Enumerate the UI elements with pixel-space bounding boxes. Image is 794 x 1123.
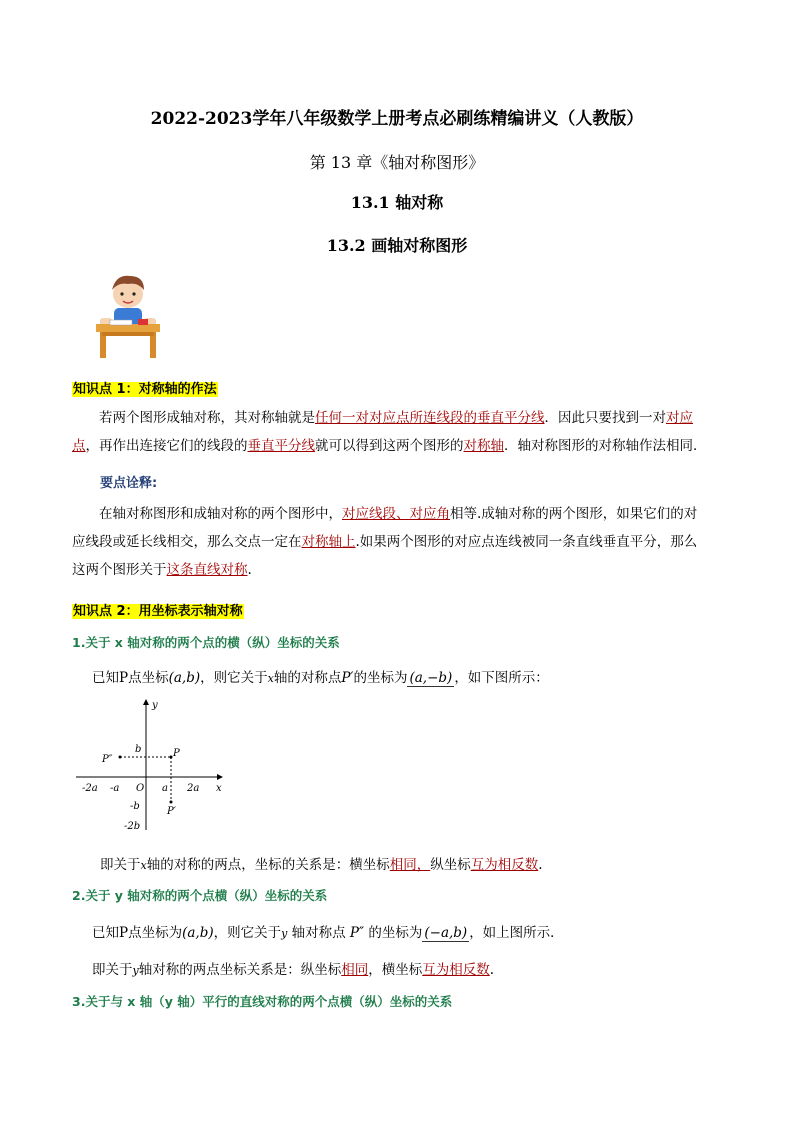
- kp2-title: 知识点 2：用坐标表示轴对称: [73, 604, 243, 619]
- origin-label: O: [136, 783, 145, 794]
- section-title-1: 13.1 轴对称: [350, 193, 444, 212]
- x-label: x: [216, 783, 222, 794]
- tick-b: b: [135, 744, 142, 755]
- tick-n2a: -2a: [82, 783, 98, 794]
- coordinate-figure: [72, 696, 232, 836]
- kp1-title: 知识点 1：对称轴的作法: [73, 382, 217, 397]
- kp2-line-3: 已知P点坐标为(a,b)，则它关于y 轴对称点 P″ 的坐标为 (−a,b) ，如上图所示．: [92, 925, 564, 941]
- kp2-heading: [72, 600, 244, 619]
- document-title: 2022-2023学年八年级数学上册考点必刷练精编讲义（人教版）: [150, 109, 644, 129]
- chapter-title: 第 13 章《轴对称图形》: [309, 153, 485, 172]
- tick-nb: -b: [130, 801, 140, 812]
- tick-a: a: [162, 783, 168, 794]
- kp1-paragraph-1: 若两个图形成轴对称，其对称轴就是任何一对对应点所连线段的垂直平分线．因此只要找到一对对应 点，再作出连接它们的线段的垂直平分线就可以得到这两个图形的对称轴．轴对称图形的对称轴作法相同．: [72, 410, 707, 454]
- kp2-subheading-3: 3.关于与 x 轴（y 轴）平行的直线对称的两个点横（纵）坐标的关系: [72, 994, 453, 1009]
- note-label: 要点诠释:: [100, 476, 158, 491]
- kp2-subheading-1: 1.关于 x 轴对称的两个点的横（纵）坐标的关系: [72, 635, 340, 650]
- y-label: y: [152, 700, 158, 711]
- kp1-paragraph-2: 在轴对称图形和成轴对称的两个图形中，对应线段、对应角相等.成轴对称的两个图形，如果它们的对 应线段或延长线相交，那么交点一定在对称轴上.如果两个图形的对应点连线被同一条直线垂直平分，那么 这两个图形关于这条直线对称.: [72, 506, 698, 578]
- kp2-line-2: 即关于x轴的对称的两点，坐标的关系是：横坐标相同，纵坐标互为相反数.: [100, 857, 543, 873]
- kp1-heading: [72, 378, 218, 397]
- kp2-line-1: 已知P点坐标(a,b)，则它关于x轴的对称点P′的坐标为 (a,−b) ，如下图所示：: [92, 670, 549, 686]
- tick-n2b: -2b: [124, 821, 141, 832]
- student-illustration: [88, 270, 168, 360]
- point-p-label: P: [173, 748, 180, 759]
- kp2-subheading-2: 2.关于 y 轴对称的两个点横（纵）坐标的关系: [72, 888, 328, 903]
- tick-na: -a: [110, 783, 120, 794]
- kp2-line-4: 即关于y轴对称的两点坐标关系是：纵坐标相同，横坐标互为相反数.: [92, 962, 495, 978]
- point-p1-label: P′: [167, 806, 176, 817]
- point-pp-label: P″: [102, 754, 113, 765]
- tick-2a: 2a: [187, 783, 200, 794]
- section-title-2: 13.2 画轴对称图形: [326, 236, 468, 255]
